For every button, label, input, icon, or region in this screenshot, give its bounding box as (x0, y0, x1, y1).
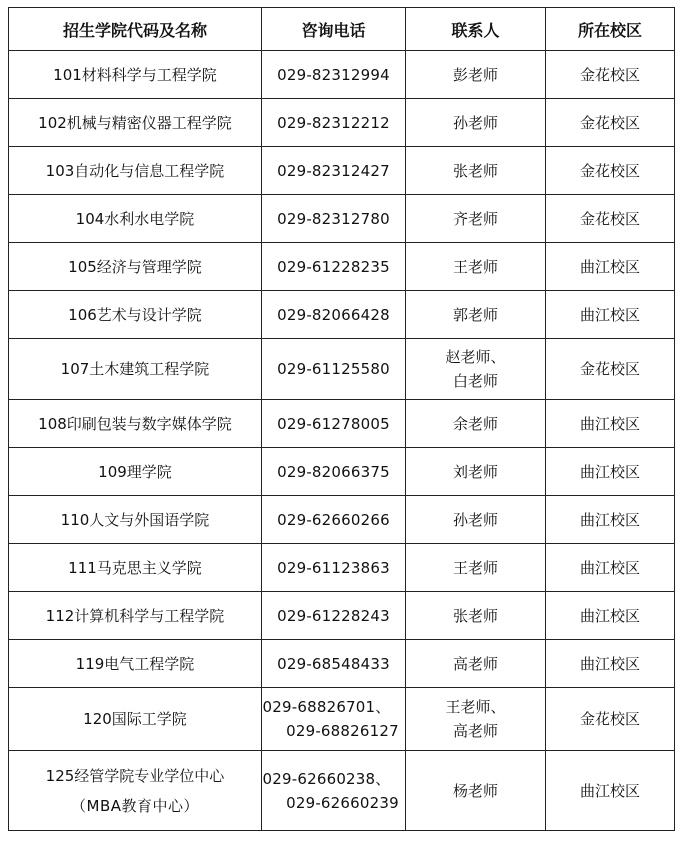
contact-cell: 张老师 (406, 592, 546, 640)
college-cell: 101材料科学与工程学院 (9, 51, 262, 99)
table-row (9, 243, 675, 291)
header-contact: 联系人 (406, 8, 546, 51)
table-row (9, 448, 675, 496)
contact-line: 赵老师、 (445, 348, 506, 366)
contact-cell: 孙老师 (406, 496, 546, 544)
phone-line: 029-62660238、 (262, 769, 391, 788)
phone-cell: 029-82312994 (262, 51, 406, 99)
header-campus: 所在校区 (546, 8, 675, 51)
phone-line: 029-68826701、 (262, 698, 391, 716)
phone-cell: 029-82312780 (262, 195, 406, 243)
college-cell: 112计算机科学与工程学院 (9, 592, 262, 640)
header-college: 招生学院代码及名称 (9, 8, 262, 51)
campus-cell: 金花校区 (546, 147, 675, 195)
phone-cell: 029-82066375 (262, 448, 406, 496)
campus-cell: 曲江校区 (546, 291, 675, 339)
campus-cell: 曲江校区 (546, 400, 675, 448)
phone-cell: 029-82312212 (262, 99, 406, 147)
college-cell: 102机械与精密仪器工程学院 (9, 99, 262, 147)
table-row (9, 339, 675, 400)
contact-cell: 彭老师 (406, 51, 546, 99)
campus-cell: 金花校区 (546, 51, 675, 99)
contact-cell: 余老师 (406, 400, 546, 448)
phone-cell: 029-61125580 (262, 339, 406, 400)
contact-cell: 孙老师 (406, 99, 546, 147)
campus-cell: 曲江校区 (546, 544, 675, 592)
phone-cell: 029-61228243 (262, 592, 406, 640)
header-phone: 咨询电话 (262, 8, 406, 51)
campus-cell: 曲江校区 (546, 448, 675, 496)
table-row (9, 751, 675, 831)
college-cell: 120国际工学院 (9, 688, 262, 751)
table-row (9, 544, 675, 592)
campus-cell: 金花校区 (546, 99, 675, 147)
phone-cell: 029-62660266 (262, 496, 406, 544)
phone-cell: 029-82066428 (262, 291, 406, 339)
phone-cell: 029-61123863 (262, 544, 406, 592)
college-cell: 119电气工程学院 (9, 640, 262, 688)
campus-cell: 曲江校区 (546, 640, 675, 688)
table-row (9, 496, 675, 544)
college-cell: 103自动化与信息工程学院 (9, 147, 262, 195)
campus-cell: 曲江校区 (546, 592, 675, 640)
table-row (9, 291, 675, 339)
college-cell: 108印刷包装与数字媒体学院 (9, 400, 262, 448)
contact-cell: 王老师 (406, 544, 546, 592)
college-cell: 104水利水电学院 (9, 195, 262, 243)
contact-cell: 郭老师 (406, 291, 546, 339)
contact-cell: 张老师 (406, 147, 546, 195)
phone-line: 029-62660239 (286, 793, 399, 812)
campus-cell: 金花校区 (546, 195, 675, 243)
college-cell: 110人文与外国语学院 (9, 496, 262, 544)
college-line: （MBA教育中心） (71, 796, 199, 815)
campus-cell: 曲江校区 (546, 751, 675, 831)
table-header-row (9, 8, 675, 51)
college-cell: 105经济与管理学院 (9, 243, 262, 291)
campus-cell: 金花校区 (546, 688, 675, 751)
campus-cell: 曲江校区 (546, 243, 675, 291)
campus-cell: 金花校区 (546, 339, 675, 400)
college-cell (9, 751, 262, 831)
contact-cell: 高老师 (406, 640, 546, 688)
table-row (9, 640, 675, 688)
phone-cell (262, 688, 406, 751)
contact-line: 王老师、 (445, 698, 506, 716)
contact-cell: 杨老师 (406, 751, 546, 831)
college-cell: 107土木建筑工程学院 (9, 339, 262, 400)
contact-cell (406, 688, 546, 751)
phone-line: 029-68826127 (286, 722, 399, 740)
contact-cell: 刘老师 (406, 448, 546, 496)
table-row (9, 51, 675, 99)
phone-cell: 029-61278005 (262, 400, 406, 448)
contact-cell (406, 339, 546, 400)
college-line: 125经管学院专业学位中心 (45, 766, 225, 785)
table-row (9, 400, 675, 448)
contact-line: 白老师 (452, 372, 498, 390)
phone-cell: 029-61228235 (262, 243, 406, 291)
contacts-table (8, 7, 675, 831)
phone-cell: 029-68548433 (262, 640, 406, 688)
contact-line: 高老师 (452, 722, 498, 740)
phone-cell (262, 751, 406, 831)
table-row (9, 147, 675, 195)
contact-cell: 齐老师 (406, 195, 546, 243)
college-cell: 109理学院 (9, 448, 262, 496)
phone-cell: 029-82312427 (262, 147, 406, 195)
table-row (9, 688, 675, 751)
college-cell: 111马克思主义学院 (9, 544, 262, 592)
campus-cell: 曲江校区 (546, 496, 675, 544)
table-row (9, 195, 675, 243)
contact-cell: 王老师 (406, 243, 546, 291)
table-row (9, 99, 675, 147)
college-cell: 106艺术与设计学院 (9, 291, 262, 339)
table-row (9, 592, 675, 640)
